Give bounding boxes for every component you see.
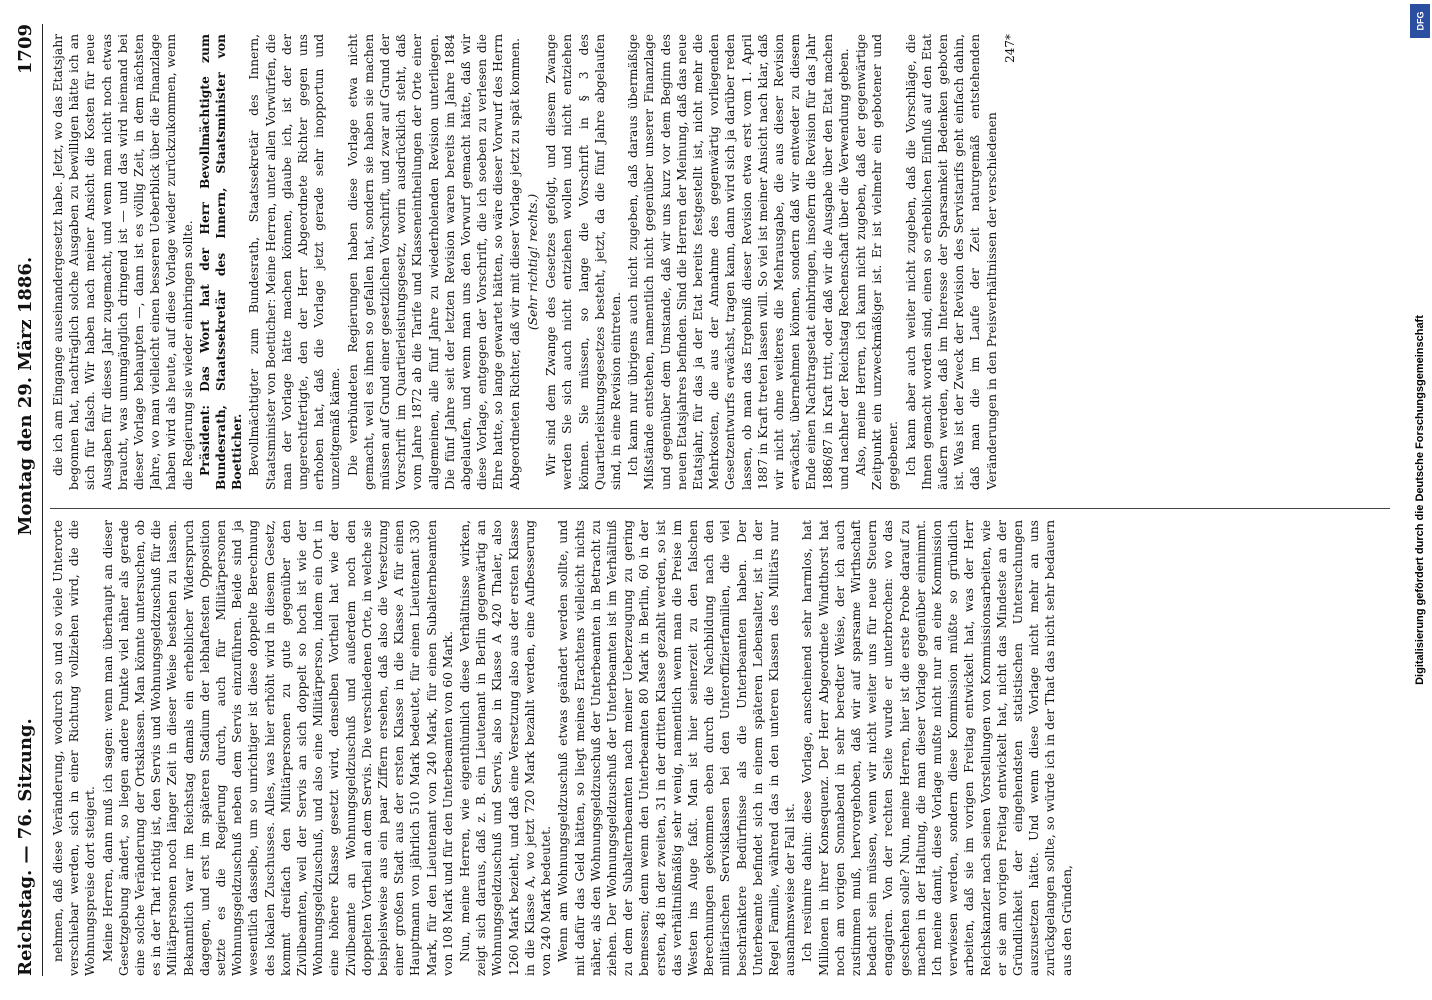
page-number: 1709 <box>14 23 36 75</box>
interjection: (Sehr richtig! rechts.) <box>525 193 540 331</box>
paragraph: nehmen, daß diese Veränderung, wodurch so und so viele Unterorte verschiebar werden, sich in einer Richtung vollziehen wird, die die Wohnungspreise dort steigert. <box>51 520 98 976</box>
paragraph: Ich resümire dahin: diese Vorlage, anscheinend sehr harmlos, hat Millionen in ihrer Konsequenz. Der Herr Abgeordnete Windthorst hat noch am vorigen Sonnabend in sehr beredter Weise, der ich auch zustimmen muß, hervorgehoben, daß wir auf sparsame Wirthschaft bedacht sein müssen, wenn wir nicht weiter uns für neue Steuern engagiren. Von der rechten Seite wurde er unterbrochen: wo das geschehen solle? Nun, meine Herren, hier ist die erste Probe darauf zu machen in der Haltung, die man dieser Vorlage gegenüber einnimmt. Ich meine damit, diese Vorlage mußte nicht nur an eine Kommission verwiesen werden, sondern diese Kommission müßte so gründlich arbeiten, daß sie im vorigen Freitag entwickelt hat, was der Herr Reichskanzler nach seinen Vorstellungen von Kommissionsarbeiten, wie er sie am vorigen Freitag entwickelt hat, nicht das Mindeste an der Gründlichkeit der eingehendsten statistischen Untersuchungen auszusetzen hätte. Und wenn diese Vorlage nicht mehr an uns zurückgelangen sollte, so würde ich in der That das nicht sehr bedauern aus den Gründen, <box>800 520 1074 976</box>
paragraph: Ich kann nur übrigens auch nicht zugeben, daß daraus übermäßige Mißstände entstehen, namentlich nicht gegenüber unserer Finanzlage und gegenüber dem Umstande, daß wir uns kurz vor dem Beginn des neuen Etatsjahres befinden. Sind die Herren der Meinung, daß das neue Etatsjahr, für das ja der Etat bereits festgestellt ist, nicht mehr die Mehrkosten, die aus der Annahme des gegenwärtig vorliegenden Gesetzentwurfs erwächst, tragen kann, dann wird sich ja darüber reden lassen, ob man das Ergebniß dieser Revision etwa erst vom 1. April 1887 in Kraft treten lassen will. So viel ist meiner Ansicht nach klar, daß wir nicht ohne weiteres die Mehrausgabe, die aus dieser Revision erwächst, übernehmen können, sondern daß wir entweder zu diesem Ende einen Nachtragsetat einbringen, insofern die Revision für das Jahr 1886/87 in Kraft tritt, oder daß wir die Ausgabe über den Etat machen und nachher der Reichstag Rechenschaft über die Verwendung geben. <box>626 34 851 490</box>
dfg-logo-text: DFG <box>1415 11 1425 31</box>
paragraph: Also, meine Herren, ich kann nicht zugeben, daß der gegenwärtige Zeitpunkt ein unzweckmäßiger ist. Er ist vielmehr ein gebotener und gegebener. <box>853 34 901 490</box>
paragraph: Meine Herren, dann muß ich sagen: wenn man überhaupt an dieser Gesetzgebung ändert, so liegen andere Punkte viel näher als gerade eine solche Veränderung der Ortsklassen. Man könnte untersuchen, ob es in der That richtig ist, den Servis und Wohnungsgeldzuschuß für die Militärpersonen noch länger Zeit in dieser Weise bestehen zu lassen. Bekanntlich war im Reichstag damals ein erheblicher Widerspruch dagegen, und erst im späteren Stadium der lebhaftesten Opposition setzte es die Regierung durch, auch für Militärpersonen Wohnungsgeldzuschuß neben dem Servis einzuführen. Beide sind ja wesentlich dasselbe, um so unrichtiger ist diese doppelte Berechnung des lokalen Zuschusses. Alles, was hier erhöht wird in diesem Gesetz, kommt dreifach den Militärpersonen zu gute gegenüber den Zivilbeamten, weil der Servis an sich doppelt so hoch ist wie der Wohnungsgeldzuschuß, und also eine Militärperson, indem ein Ort in eine höhere Klasse gesetzt wird, denselben Vortheil hat wie der Zivilbeamte an Wohnungsgeldzuschuß und außerdem noch den doppelten Vortheil an dem Servis. Die verschiedenen Orte, in welche sie beispielsweise aus ein paar Ziffern ersehen, daß also die Versetzung einer großen Stadt aus der ersten Klasse in die Klasse A für einen Hauptmann von jährlich 510 Mark bedeutet, für einen Lieutenant 330 Mark, für den Lieutenant von 240 Mark, für einen Subalternbeamten von 108 Mark und für den Unterbeamten von 60 Mark. <box>100 520 455 976</box>
paragraph: Wir sind dem Zwange des Gesetzes gefolgt, und diesem Zwange werden Sie sich auch nicht entziehen wollen und nicht entziehen können. Sie müssen, so lange die Vorschrift in § 3 des Quartierleistungsgesetzes besteht, jetzt, da die fünf Jahre abgelaufen sind, in eine Revision eintreten. <box>544 34 623 490</box>
header-session: Reichstag. — 76. Sitzung. <box>14 718 36 976</box>
page-header <box>8 24 43 976</box>
dfg-logo <box>1410 4 1430 38</box>
attribution-text: Digitalisierung gefördert durch die Deutsche Forschungsgemeinschaft <box>1414 315 1427 685</box>
header-date: Montag den 29. März 1886. <box>14 256 36 536</box>
paragraph: Die verbündeten Regierungen haben diese Vorlage etwa nicht gemacht, weil es ihnen so gefallen hat, sondern sie haben sie machen müssen auf Grund einer gesetzlichen Vorschrift, und zwar auf Grund der Vorschrift im Quartierleistungsgesetz, worin ausdrücklich steht, daß vom Jahre 1872 ab die Tarife und Klasseneintheilungen der Orte einer allgemeinen, alle fünf Jahre zu wiederholenden Revision unterliegen. Die fünf Jahre seit der letzten Revision waren bereits im Jahre 1884 abgelaufen, und wenn man uns den Vorwurf gemacht hätte, daß wir diese Vorlage, entgegen der Vorschrift, die ich soeben zu verlesen die Ehre hatte, so lange gewartet hätten, so wäre dieser Vorwurf des Herrn Abgeordneten Richter, daß wir mit dieser Vorlage jetzt zu spät kommen. <box>345 34 522 490</box>
left-column <box>50 520 1390 976</box>
paragraph: Bevollmächtigter zum Bundesrath, Staatssekretär des Innern, Staatsminister von Boetticher: Meine Herren, unter allen Vorwürfen, die man der Vorlage hätte machen können, glaube ich, ist der der ungerechtfertigte, den der Herr Abgeordnete Richter gegen uns erhoben hat, daß die Vorlage jetzt gerade sehr inopportun und unzeitgemäß käme. <box>247 34 343 490</box>
right-column <box>50 34 1390 490</box>
print-signature: 247* <box>1002 34 1017 63</box>
paragraph: Ich kann aber auch weiter nicht zugeben, daß die Vorschläge, die Ihnen gemacht worden sind, einen so erheblichen Einfluß auf den Etat äußern werden, daß im Interesse der Sparsamkeit Bedenken geboten ist. Was ist der Zweck der Revision des Servistarifs geht einfach dahin, daß man die im Laufe der Zeit naturgemäß entstehenden Veränderungen in den Preisverhältnissen der verschiedenen <box>903 34 999 490</box>
paragraph: Nun, meine Herren, wie eigenthümlich diese Verhältnisse wirken, zeigt sich daraus, daß z. B. ein Lieutenant in Berlin gegenwärtig an Wohnungsgeldzuschuß und Servis, also in Klasse A 420 Thaler, also 1260 Mark bezieht, und daß eine Versetzung also aus der ersten Klasse in die Klasse A, wo jetzt 720 Mark bezahlt werden, eine Aufbesserung von 240 Mark bedeutet. <box>458 520 554 976</box>
attribution-bar <box>1408 0 1432 1000</box>
column-divider <box>50 508 1390 509</box>
speaker-intro: Präsident: Das Wort hat der Herr Bevollmächtigte zum Bundesrath, Staatssekretär des Innern, Staatsminister von Boetticher. <box>196 34 245 490</box>
paragraph: die ich am Eingange auseinandergesetzt habe. Jetzt, wo das Etatsjahr begonnen hat, nachträglich solche Ausgaben zu bewilligen hätte ich an sich für falsch. Wir haben nach meiner Ansicht die Kosten für neue Ausgaben für dieses Jahr zugemacht, und wenn man nicht noch etwas braucht, was unumgänglich dringend ist — und das wird niemand bei dieser Vorlage behaupten —, dann ist es völlig Zeit, in dem nächsten Jahre, wo man vielleicht einen besseren Ueberblick über die Finanzlage haben wird als heute, auf diese Vorlage wieder zurückzukommen, wenn die Regierung sie wieder einbringen sollte. <box>51 34 195 490</box>
paragraph: Wenn am Wohnungsgeldzuschuß etwas geändert werden sollte, und mit dafür das Geld hätten, so liegt meines Erachtens vielleicht nichts näher, als den Wohnungsgeldzuschuß der Unterbeamten in Betracht zu ziehen. Der Wohnungsgeldzuschuß der Unterbeamten ist im Verhältniß zu dem der Subalternbeamten nach meiner Ueberzeugung zu gering bemessen; denn wenn den Unterbeamten 80 Mark in Berlin, 60 in der ersten, 48 in der zweiten, 31 in der dritten Klasse gezahlt werden, so ist das verhältnißmäßig sehr wenig, namentlich wenn man die Preise im Westen ins Auge faßt. Man ist hier seinerzeit zu den falschen Berechnungen gekommen eben durch die Nachbildung nach den militärischen Servisklassen bei den Unteroffizierfamilien, die viel beschränktere Bedürfnisse als die Unterbeamten haben. Der Unterbeamte befindet sich in einem späteren Lebensalter, ist in der Regel Familie, während das in den unteren Klassen des Militärs nur ausnahmsweise der Fall ist. <box>556 520 798 976</box>
